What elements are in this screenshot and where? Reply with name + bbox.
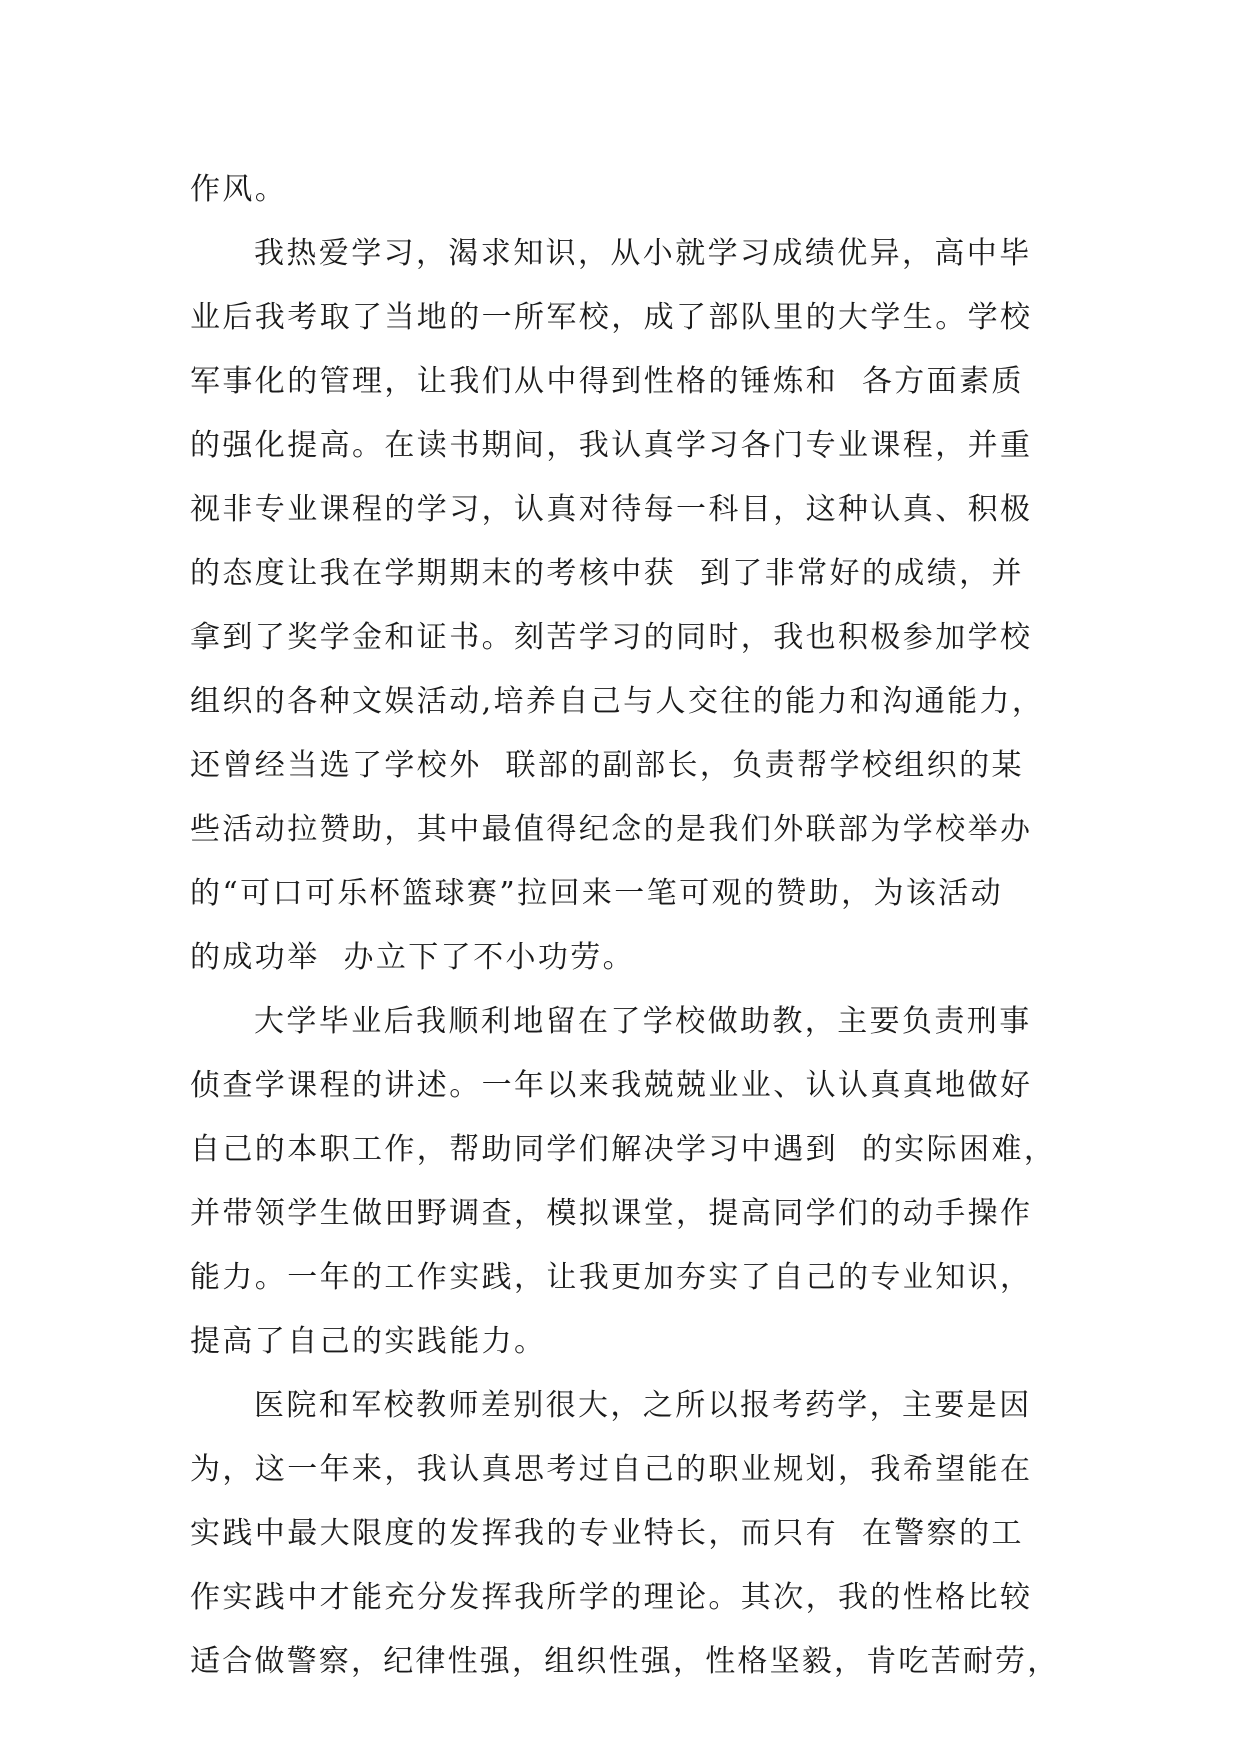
text-line: 作实践中才能充分发挥我所学的理论。其次，我的性格比较: [190, 1580, 1033, 1615]
body-text: [190, 158, 1060, 1694]
text-line: 军事化的管理，让我们从中得到性格的锤炼和 各方面素质: [190, 364, 1024, 399]
text-line: 适合做警察，纪律性强，组织性强，性格坚毅，肯吃苦耐劳，: [190, 1644, 1060, 1679]
text-line: 侦查学课程的讲述。一年以来我兢兢业业、认认真真地做好: [190, 1068, 1033, 1103]
text-line: 视非专业课程的学习，认真对待每一科目，这种认真、积极: [190, 492, 1033, 527]
text-line: 能力。一年的工作实践，让我更加夯实了自己的专业知识，: [190, 1260, 1033, 1295]
text-line: 业后我考取了当地的一所军校，成了部队里的大学生。学校: [190, 300, 1033, 335]
paragraph-first-line: 大学毕业后我顺利地留在了学校做助教，主要负责刑事: [254, 1004, 1032, 1039]
text-line: 自己的本职工作，帮助同学们解决学习中遇到 的实际困难，: [190, 1132, 1057, 1167]
text-line: 还曾经当选了学校外 联部的副部长，负责帮学校组织的某: [190, 748, 1024, 783]
text-line: 的成功举 办立下了不小功劳。: [190, 940, 636, 975]
text-line: 并带领学生做田野调查，模拟课堂，提高同学们的动手操作: [190, 1196, 1033, 1231]
text-line: 拿到了奖学金和证书。刻苦学习的同时，我也积极参加学校: [190, 620, 1033, 655]
text-line: 提高了自己的实践能力。: [190, 1324, 547, 1359]
text-line: 作风。: [190, 172, 288, 207]
text-line: 的强化提高。在读书期间，我认真学习各门专业课程，并重: [190, 428, 1033, 463]
text-line: 的态度让我在学期期末的考核中获 到了非常好的成绩，并: [190, 556, 1024, 591]
text-line: 的“可口可乐杯篮球赛”拉回来一笔可观的赞助，为该活动: [190, 876, 1004, 911]
paragraph-first-line: 我热爱学习，渴求知识，从小就学习成绩优异，高中毕: [254, 236, 1032, 271]
paragraph-first-line: 医院和军校教师差别很大，之所以报考药学，主要是因: [254, 1388, 1032, 1423]
text-line: 些活动拉赞助，其中最值得纪念的是我们外联部为学校举办: [190, 812, 1033, 847]
text-line: 为，这一年来，我认真思考过自己的职业规划，我希望能在: [190, 1452, 1033, 1487]
text-line: 实践中最大限度的发挥我的专业特长，而只有 在警察的工: [190, 1516, 1024, 1551]
text-line: 组织的各种文娱活动,培养自己与人交往的能力和沟通能力，: [190, 684, 1045, 719]
